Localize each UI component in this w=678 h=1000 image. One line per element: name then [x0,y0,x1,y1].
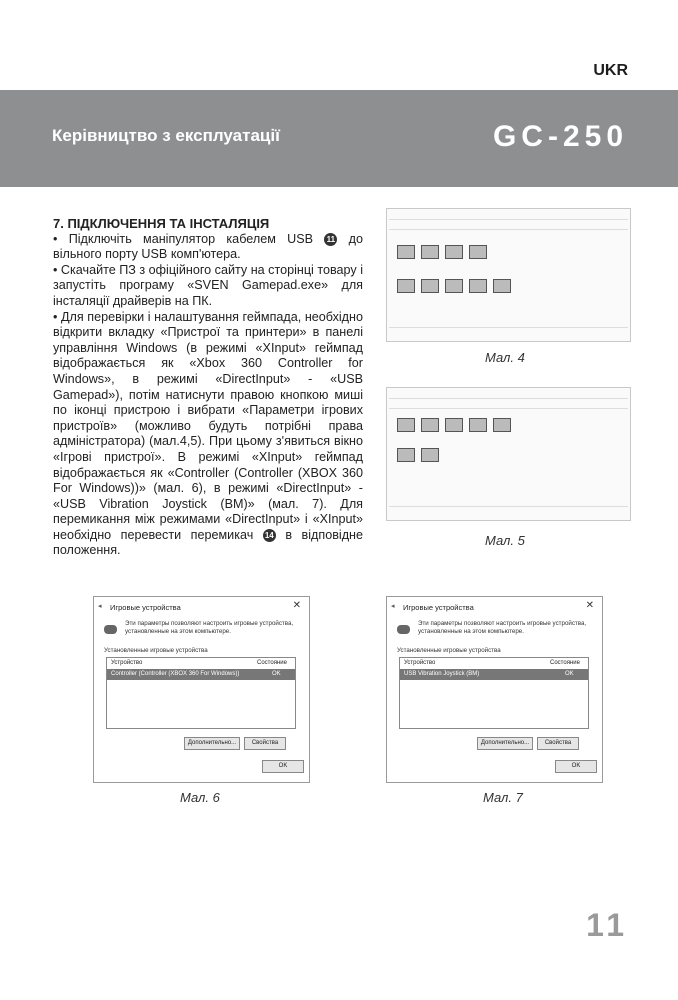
col-state: Состояние [550,660,580,666]
paragraph-2: • Скачайте ПЗ з офіційного сайту на сторінці товару і запустіть програму «SVEN Gamepad.exe» для інсталяції драйверів на ПК. [53,262,363,308]
group-label: Установленные игровые устройства [104,647,208,654]
language-code: UKR [593,62,628,79]
dialog-title: Игровые устройства [403,603,474,612]
devices-table [399,657,589,729]
row-device: Controller (Controller (XBOX 360 For Windows)) [111,671,240,677]
section-heading: 7. ПІДКЛЮЧЕННЯ ТА ІНСТАЛЯЦІЯ [53,216,270,231]
paragraph-1 [53,232,363,263]
devices-printers-screenshot-4 [386,208,631,342]
device-icon [469,245,487,259]
device-icon [445,245,463,259]
paragraph-3-start: • Для перевірки і налаштування геймпада, необхідно відкрити вкладку «Пристрої та принтери» в панелі управління Windows (в режимі «XInput» геймпад відображається як «Xbox 360 Controller for Windows», в режимі «DirectInput» - «USB Gamepad»), потім натиснути правою кнопкою миші по іконці пристрою і вибрати «Параметри ігрових пристроїв» (можливо будуть потрібні права адміністратора) (мал.4,5). При цьому з'явиться вікно «Ігрові пристрої». В режимі «XInput» геймпад відображається як «Controller (Controller (XBOX 360 For Windows))» (мал. 6), в режимі «DirectInput» - «USB Vibration Joystick (BM)» (мал. 7). Для перемикання між режимами «DirectInput» і «XInput» необхідно перевести перемикач [53,309,363,542]
back-icon: ◂ [391,603,395,610]
figure-7-caption: Мал. 7 [483,790,523,805]
device-icon [469,418,487,432]
figure-6-caption: Мал. 6 [180,790,220,805]
dialog-description: Эти параметры позволяют настроить игровые устройства, установленные на этом компьютере. [418,620,587,635]
paragraph-1-end: до вільного порту USB комп'ютера. [53,231,364,262]
gamepad-icon [397,625,410,634]
mode-switch-number-icon: 14 [263,529,276,542]
game-controllers-dialog-7 [386,596,603,783]
paragraph-3 [53,310,363,560]
properties-button[interactable]: Свойства [537,737,579,750]
manual-title: Керівництво з експлуатації [52,126,280,145]
dialog-title: Игровые устройства [110,603,181,612]
gamepad-icon [104,625,117,634]
paragraph-1-start: • Підключіть маніпулятор кабелем USB [53,231,314,246]
close-icon[interactable]: ✕ [292,600,301,611]
advanced-button[interactable]: Дополнительно... [184,737,240,750]
devices-table [106,657,296,729]
table-row[interactable] [107,669,295,680]
header-banner [0,90,678,187]
device-icon [421,245,439,259]
device-icon [397,418,415,432]
group-label: Установленные игровые устройства [397,647,501,654]
device-icon [421,279,439,293]
figure-4-caption: Мал. 4 [485,350,525,365]
page-number: 11 [586,907,628,943]
device-icon [421,418,439,432]
device-icon [469,279,487,293]
row-device: USB Vibration Joystick (BM) [404,671,480,677]
device-icon [397,279,415,293]
section-content [53,216,363,559]
device-icon [445,418,463,432]
col-device: Устройство [404,660,436,666]
ok-button[interactable]: OK [555,760,597,773]
back-icon: ◂ [98,603,102,610]
paragraph-3-end: в відповідне положення. [53,527,364,558]
advanced-button[interactable]: Дополнительно... [477,737,533,750]
properties-button[interactable]: Свойства [244,737,286,750]
device-icon [445,279,463,293]
device-icon [397,448,415,462]
device-icon [493,418,511,432]
dialog-description: Эти параметры позволяют настроить игровые устройства, установленные на этом компьютере. [125,620,294,635]
gamepad-icon [493,279,511,293]
model-name: GC-250 [492,120,628,153]
usb-cable-number-icon: 11 [324,233,337,246]
gamepad-icon [421,448,439,462]
row-state: OK [272,671,281,677]
device-icon [397,245,415,259]
ok-button[interactable]: OK [262,760,304,773]
close-icon[interactable]: ✕ [585,600,594,611]
game-controllers-dialog-6 [93,596,310,783]
figure-5-caption: Мал. 5 [485,533,525,548]
devices-printers-screenshot-5 [386,387,631,521]
col-state: Состояние [257,660,287,666]
row-state: OK [565,671,574,677]
table-row[interactable] [400,669,588,680]
col-device: Устройство [111,660,143,666]
